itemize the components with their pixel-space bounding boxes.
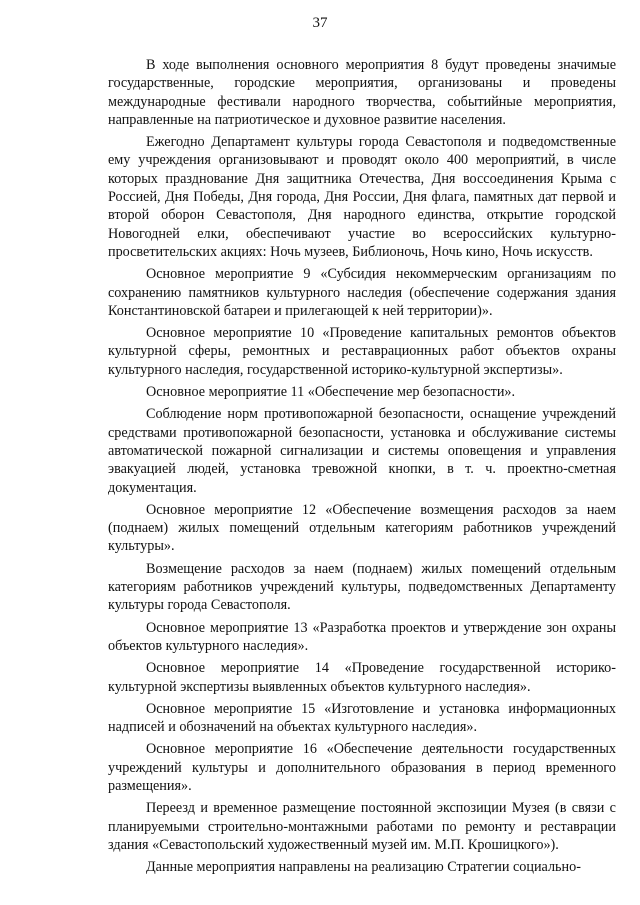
paragraph: Ежегодно Департамент культуры города Севастополя и подведомственные ему учреждения организовывают и проводят около 400 мероприятий, в числе которых празднование Дня защитника Отечества, Дня воссоединения Крыма с Россией, Дня Победы, Дня города, Дня России, Дня флага, памятных дат первой и второй оборон Севастополя, Дня народного единства, открытие городской Новогодней елки, обеспечивают участие во всероссийских культурно-просветительских акциях: Ночь музеев, Библионочь, Ночь кино, Ночь искусств. [108,134,616,260]
paragraph: Основное мероприятие 9 «Субсидия некоммерческим организациям по сохранению памятников культурного наследия (обеспечение содержания здания Константиновской батареи и прилегающей к ней территории)». [108,266,616,319]
paragraph: Данные мероприятия направлены на реализацию Стратегии социально- [146,859,581,876]
paragraph: Возмещение расходов за наем (поднаем) жилых помещений отдельным категориям работников учреждений культуры, подведомственных Департаменту культуры города Севастополя. [108,560,616,614]
paragraph: В ходе выполнения основного мероприятия 8 будут проведены значимые государственные, городские мероприятия, организованы и проведены международные фестивали народного творчества, событийные мероприятия, направленные на патриотическое и духовное развитие населения. [108,57,616,128]
paragraph: Основное мероприятие 13 «Разработка проектов и утверждение зон охраны объектов культурного наследия». [108,619,616,654]
paragraph: Переезд и временное размещение постоянной экспозиции Музея (в связи с планируемыми строительно-монтажными работами по ремонту и реставрации здания «Севастопольский художественный музей им. М.П. Крошицкого»). [108,800,616,853]
paragraph: Соблюдение норм противопожарной безопасности, оснащение учреждений средствами противопожарной безопасности, установка и обслуживание системы автоматической пожарной сигнализации и системы оповещения и управления эвакуацией людей, установка тревожной кнопки, в т. ч. проектно-сметная документация. [108,406,616,496]
paragraph: Основное мероприятие 11 «Обеспечение мер безопасности». [146,384,516,401]
paragraph: Основное мероприятие 16 «Обеспечение деятельности государственных учреждений культуры и дополнительного образования в период временного размещения». [108,741,616,794]
paragraph: Основное мероприятие 15 «Изготовление и установка информационных надписей и обозначений на объектах культурного наследия». [108,700,616,736]
document-body [108,56,616,880]
paragraph: Основное мероприятие 12 «Обеспечение возмещения расходов за наем (поднаем) жилых помещений отдельным категориям работников учреждений культуры». [108,501,616,555]
paragraph: Основное мероприятие 10 «Проведение капитальных ремонтов объектов культурной сферы, ремонтных и реставрационных работ объектов охраны культурного наследия, государственной историко-культурной экспертизы». [108,325,616,378]
paragraph: Основное мероприятие 14 «Проведение государственной историко-культурной экспертизы выявленных объектов культурного наследия». [108,660,616,695]
page-number: 37 [312,15,328,31]
